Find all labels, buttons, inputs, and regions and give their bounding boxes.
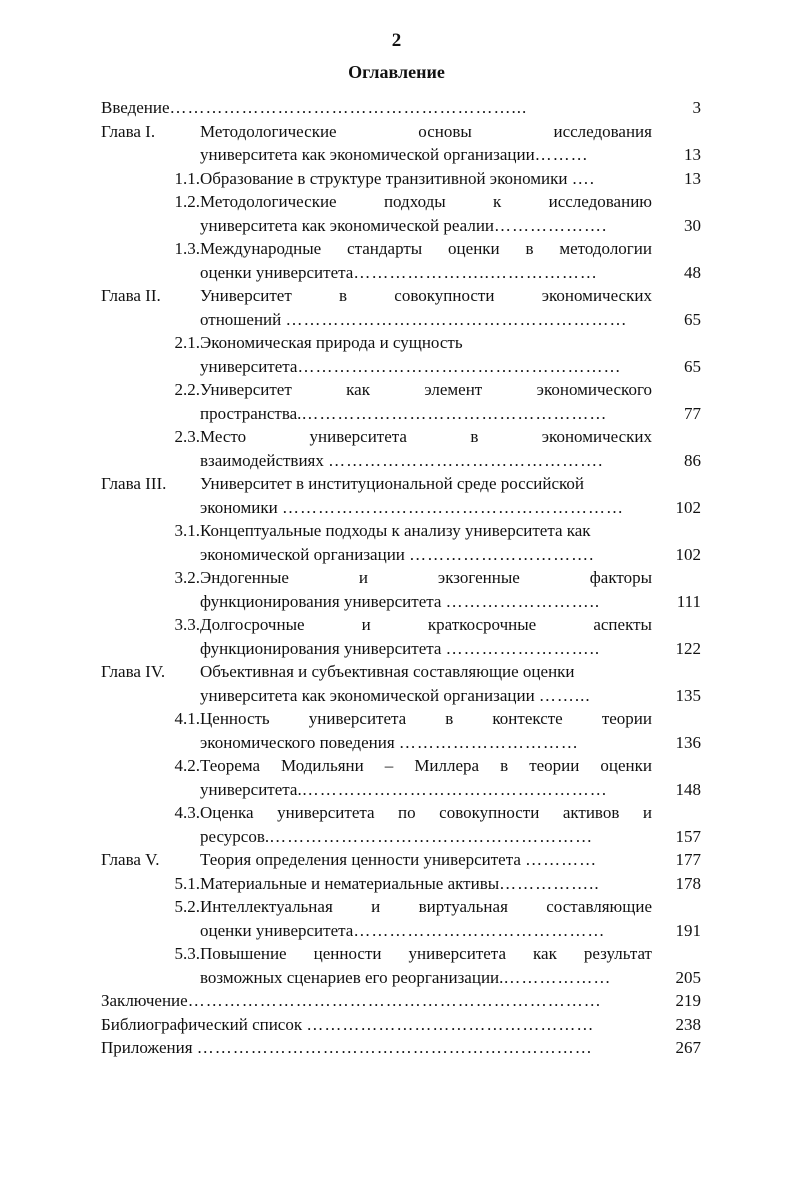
entry-title: Заключение (101, 991, 188, 1010)
toc-entry-chapter-4: Глава IV. Объективная и субъективная составляющие оценки университета как экономической организации ……... 135 (101, 660, 701, 707)
toc-entry-section-4-3: 4.3. Оценка университета по совокупности активов и ресурсов.……………………………………………… 157 (101, 801, 701, 848)
entry-page: 135 (675, 685, 701, 705)
entry-page: 205 (675, 967, 701, 987)
toc-entry-section-1-1: 1.1. Образование в структуре транзитивной экономики …. 13 (101, 167, 701, 191)
entry-page: 13 (684, 145, 701, 164)
entry-page: 77 (684, 403, 701, 423)
entry-page: 48 (684, 262, 701, 282)
entry-title: Теория определения ценности университета (200, 850, 521, 869)
entry-page: 3 (692, 98, 701, 117)
entry-title: Приложения (101, 1038, 193, 1057)
toc-entry-section-3-2: 3.2. Эндогенные и экзогенные факторы функционирования университета …………………….. 111 (101, 566, 701, 613)
chapter-label: Глава IV. (101, 662, 166, 681)
toc-entry-appendices: Приложения ………………………………………………………… 267 (101, 1036, 701, 1060)
toc-entry-bibliography: Библиографический список ………………………………………… 238 (101, 1013, 701, 1037)
section-label: 2.3. (174, 427, 200, 446)
toc-entry-section-3-3: 3.3. Долгосрочные и краткосрочные аспекты функционирования университета …………………….. 122 (101, 613, 701, 660)
entry-page: 102 (675, 544, 701, 564)
table-of-contents (101, 96, 701, 1060)
toc-entry-section-5-2: 5.2. Интеллектуальная и виртуальная составляющие оценки университета…………………………………… 191 (101, 895, 701, 942)
chapter-label: Глава III. (101, 474, 167, 493)
entry-page: 178 (675, 873, 701, 893)
toc-entry-section-2-2: 2.2. Университет как элемент экономического пространства.…………………………………………… 77 (101, 378, 701, 425)
entry-page: 267 (675, 1038, 701, 1057)
entry-page: 65 (684, 309, 701, 329)
entry-page: 65 (684, 356, 701, 376)
toc-entry-section-4-1: 4.1. Ценность университета в контексте теории экономического поведения ………………………… 136 (101, 707, 701, 754)
section-label: 1.2. (174, 192, 200, 211)
entry-page: 111 (676, 591, 701, 611)
entry-page: 102 (675, 497, 701, 517)
entry-title-line1: Методологические основы исследования (200, 121, 652, 141)
entry-page: 238 (675, 1014, 701, 1034)
entry-page: 191 (675, 920, 701, 940)
toc-entry-section-5-1: 5.1. Материальные и нематериальные активы…………….. 178 (101, 872, 701, 896)
section-label: 3.3. (174, 615, 200, 634)
toc-entry-section-2-3: 2.3. Место университета в экономических взаимодействиях ………………………………………. 86 (101, 425, 701, 472)
toc-entry-section-5-3: 5.3. Повышение ценности университета как результат возможных сценариев его реорганизации.……………… 205 (101, 942, 701, 989)
toc-entry-section-1-2: 1.2. Методологические подходы к исследованию университета как экономической реалии………………. 30 (101, 190, 701, 237)
entry-title: Библиографический список (101, 1014, 303, 1034)
section-label: 2.2. (174, 380, 200, 399)
entry-page: 122 (675, 638, 701, 658)
section-label: 2.1. (174, 333, 200, 352)
section-label: 3.2. (174, 568, 200, 587)
section-label: 4.2. (174, 756, 200, 775)
entry-page: 136 (675, 732, 701, 752)
entry-title: Введение (101, 98, 170, 117)
toc-entry-section-3-1: 3.1. Концептуальные подходы к анализу университета как экономической организации …………………………. 102 (101, 519, 701, 566)
toc-entry-chapter-2: Глава II. Университет в совокупности экономических отношений ………………………………………………… 65 (101, 284, 701, 331)
chapter-label: Глава II. (101, 286, 161, 305)
section-label: 4.3. (174, 803, 200, 822)
toc-entry-section-1-3: 1.3. Международные стандарты оценки в методологии оценки университета…………………..……………… 48 (101, 237, 701, 284)
toc-entry-chapter-5: Глава V. Теория определения ценности университета ………… 177 (101, 848, 701, 872)
toc-entry-intro (101, 96, 701, 120)
toc-heading: Оглавление (348, 62, 445, 82)
entry-page: 30 (684, 215, 701, 235)
entry-page: 13 (684, 168, 701, 188)
entry-page: 157 (675, 826, 701, 846)
toc-entry-chapter-3: Глава III. Университет в институциональной среде российской экономики ………………………………………………… 102 (101, 472, 701, 519)
section-label: 5.3. (174, 944, 200, 963)
chapter-label: Глава V. (101, 850, 160, 869)
toc-entry-section-4-2: 4.2. Теорема Модильяни – Миллера в теории оценки университета.…………………………………………… 148 (101, 754, 701, 801)
entry-title-line2: университета как экономической организации (200, 145, 535, 164)
section-label: 5.2. (174, 897, 200, 916)
section-label: 4.1. (174, 709, 200, 728)
section-label: 3.1. (174, 521, 200, 540)
entry-page: 86 (684, 450, 701, 470)
chapter-label: Глава I. (101, 121, 156, 141)
entry-page: 219 (675, 991, 701, 1010)
entry-title: Образование в структуре транзитивной экономики (200, 168, 568, 188)
page-number: 2 (391, 30, 402, 51)
toc-entry-conclusion: Заключение…………………………………………………………… 219 (101, 989, 701, 1013)
section-label: 1.3. (174, 239, 200, 258)
section-label: 5.1. (174, 873, 200, 893)
entry-page: 177 (675, 850, 701, 869)
toc-entry-section-2-1: 2.1. Экономическая природа и сущность университета……………………………………………… 65 (101, 331, 701, 378)
section-label: 1.1. (174, 168, 200, 188)
toc-entry-chapter-1: Глава I. Методологические основы исследования университета как экономической организации……… 13 (101, 120, 701, 167)
entry-page: 148 (675, 779, 701, 799)
entry-title: Материальные и нематериальные активы (200, 873, 500, 893)
leader-dots: …………………………………………………... (169, 98, 528, 117)
